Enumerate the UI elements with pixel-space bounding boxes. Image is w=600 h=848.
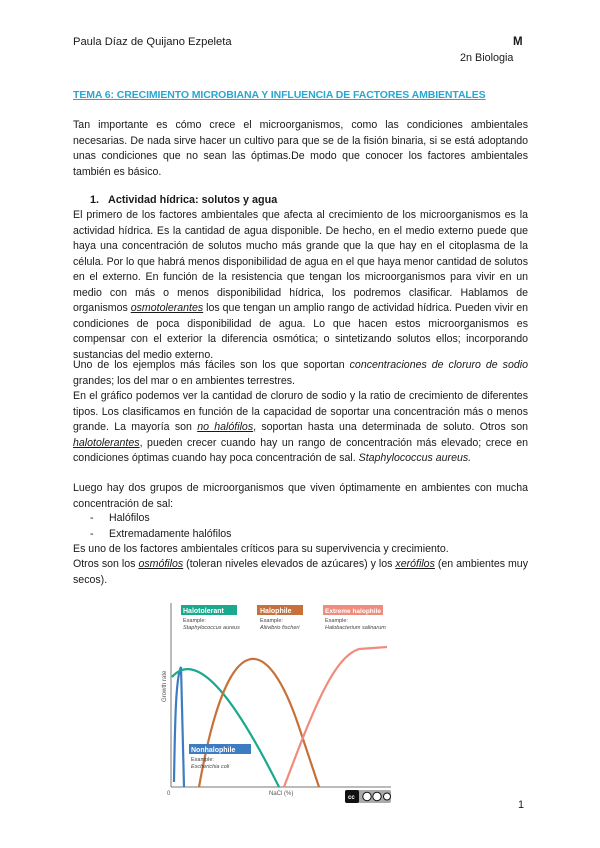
nonhalophile-example: Escherichia coli [191, 764, 230, 770]
term-xerofilos: xerófilos [395, 558, 435, 570]
x-axis-label: NaCl (%) [269, 791, 294, 797]
origin-label: 0 [167, 791, 171, 797]
list-item: - Extremadamente halófilos [90, 528, 232, 540]
p2-text-a: Uno de los ejemplos más fáciles son los que soportan [73, 359, 350, 371]
section-number: 1. [90, 194, 100, 206]
p1-text-a: El primero de los factores ambientales que afecta al crecimiento de los microorganismos es la actividad hídrica. Es la cantidad de agua disponible. De hecho, en el medio externo puede que haya una concentración de solutos mucho más grande que la que hay en el citoplasma de la célula. Por lo que habrá menos disponibilidad de agua en el que haya menor cantidad de solutos en el externo. En función de la resistencia que tengan los microorganismos para vivir en un medio con más o menos disponibilidad hídrica, los podremos clasificar. Hablamos de organismos [73, 209, 528, 314]
term-halotolerantes: halotolerantes [73, 436, 140, 449]
nonhalophile-name: Nonhalophile [191, 747, 236, 754]
halophile-name: Halophile [260, 608, 292, 615]
extreme-halophile-example: Halobacterium salinarum [325, 625, 386, 631]
term-nacl: concentraciones de cloruro de sodio [349, 359, 529, 371]
p3-text-c: , pueden crecer cuando hay un rango de concentración más elevado; crece en condiciones óptimas cuando hay poca concentración de sal. [73, 436, 528, 464]
species-name: Staphylococcus aureus. [358, 452, 472, 464]
term-osmofilos: osmófilos [138, 558, 184, 570]
halotolerant-example: Staphylococcus aureus [183, 625, 240, 631]
p6-text-b: (toleran niveles elevados de azúcares) y los [183, 558, 396, 570]
p3-text-b: , soportan hasta una determinada de soluto. Otros son [253, 421, 528, 433]
cc-license-text: cc [348, 795, 355, 801]
list-item-text: Halófilos [109, 512, 150, 524]
term-osmotolerantes: osmotolerantes [130, 302, 204, 314]
list-item: - Halófilos [90, 512, 150, 524]
p6-text-c: (en ambientes muy secos). [73, 558, 528, 586]
extreme-halophile-name: Extreme halophile [325, 608, 381, 615]
section-title: Actividad hídrica: solutos y agua [108, 194, 278, 206]
extreme-halophile-example-label: Example: [325, 618, 348, 624]
intro-paragraph: Tan importante es cómo crece el microorganismos, como las condiciones ambientales necesarias. De nada sirve hacer un cultivo para que se de la fisión binaria, si se está adoptando unas condiciones que no sean las óptimas.De modo que conocer los factores ambientales también es básico. [73, 119, 528, 178]
paragraph-2 [73, 358, 528, 389]
p3-text-a: En el gráfico podemos ver la cantidad de cloruro de sodio y la ratio de crecimiento de diferentes tipos. Los clasificamos en función de la capacidad de soportar una concentración más o menos grande. La mayoría son [73, 390, 528, 433]
paragraph-5: Es uno de los factores ambientales críticos para su supervivencia y crecimiento. [73, 543, 449, 555]
halotolerant-example-label: Example: [183, 618, 206, 624]
header-course: 2n Biologia [460, 52, 514, 64]
halotolerant-name: Halotolerant [183, 608, 224, 615]
section-heading [90, 194, 277, 206]
page-number: 1 [518, 799, 525, 811]
nonhalophile-example-label: Example: [191, 757, 214, 763]
y-axis-label: Growth rate [162, 670, 168, 702]
p6-text-a: Otros son los [73, 558, 139, 570]
cc-license-badge [345, 790, 391, 803]
paragraph-1 [73, 208, 528, 363]
header-author: Paula Díaz de Quijano Ezpeleta [73, 36, 232, 48]
list-item-text: Extremadamente halófilos [109, 528, 232, 540]
header-mark: M [513, 36, 523, 48]
term-no-halofilos: no halófilos [197, 421, 254, 433]
paragraph-4: Luego hay dos grupos de microorganismos que viven óptimamente en ambientes con mucha concentración de sal: [73, 482, 528, 510]
salt-growth-figure [159, 597, 424, 807]
p2-text-b: grandes; los del mar o en ambientes terrestres. [73, 374, 295, 387]
page-title: TEMA 6: CRECIMIENTO MICROBIANA Y INFLUENCIA DE FACTORES AMBIENTALES [73, 89, 486, 101]
halophile-example: Aliivibrio fischeri [260, 625, 300, 631]
p1-text-b: los que tengan un amplio rango de actividad hídrica. Pueden vivir en condiciones de poca disponibilidad de agua. Lo que hacen estos microorganismos es compensar con el exterior la diferencia osmótica; o sintetizando solutos ellos; incorporando sustancias del medio externo. [73, 302, 528, 361]
paragraph-3 [73, 389, 528, 467]
paragraph-6 [73, 557, 528, 588]
halophile-list [90, 510, 231, 542]
halophile-example-label: Example: [260, 618, 283, 624]
